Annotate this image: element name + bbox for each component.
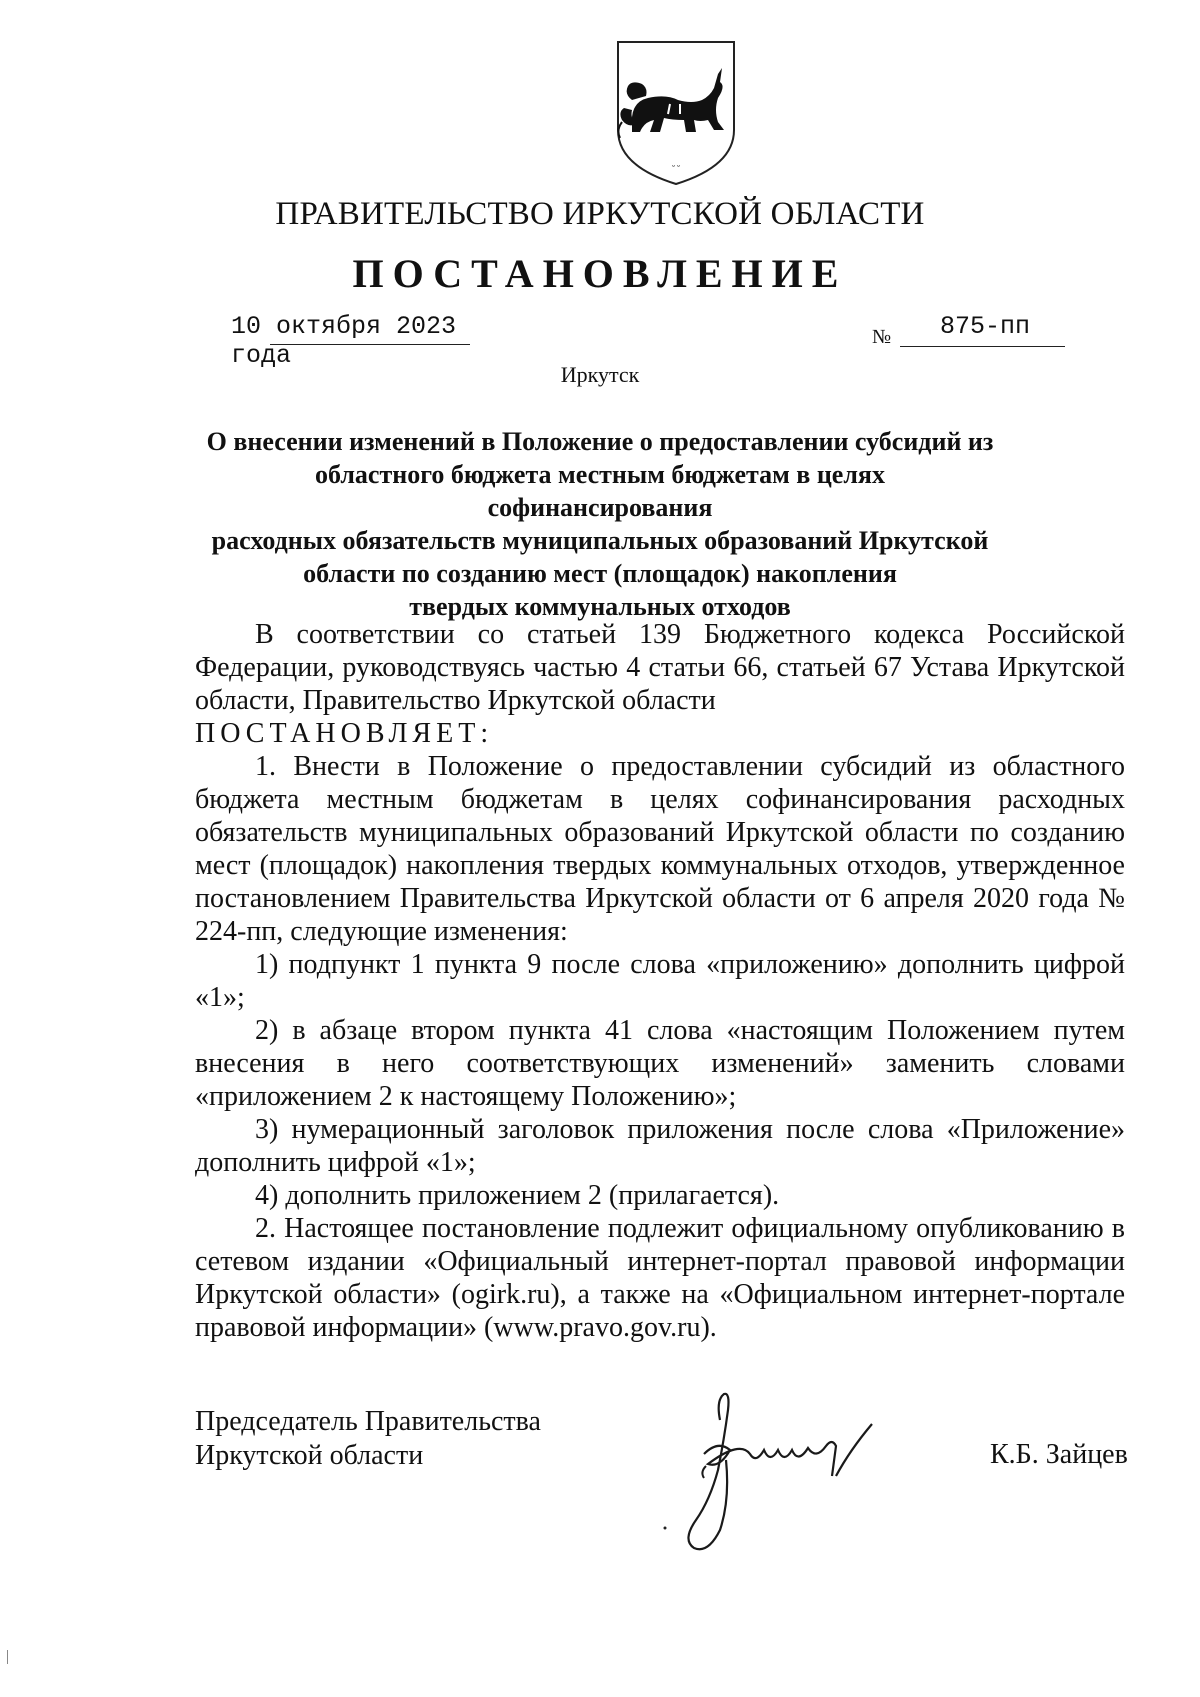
subject-line: области по созданию мест (площадок) накопления — [303, 559, 897, 588]
subject-line: твердых коммунальных отходов — [409, 592, 791, 621]
document-body — [195, 618, 1125, 1344]
government-title: ПРАВИТЕЛЬСТВО ИРКУТСКОЙ ОБЛАСТИ — [275, 196, 925, 232]
document-subject — [200, 425, 1000, 623]
signer-name: К.Б. Зайцев — [990, 1439, 1128, 1470]
number-underline — [900, 346, 1065, 347]
scan-margin-mark — [7, 1650, 8, 1664]
signer-position-line: Председатель Правительства — [195, 1406, 541, 1437]
preamble-paragraph: В соответствии со статьей 139 Бюджетного кодекса Российской Федерации, руководствуясь частью 4 статьи 66, статьей 67 Устава Иркутской области, Правительство Иркутской области — [195, 619, 1125, 716]
item-paragraph: 2. Настоящее постановление подлежит официальному опубликованию в сетевом издании «Официальный интернет-портал правовой информации Иркутской области» (ogirk.ru), а также на «Официальном интернет-портале правовой информации» (www.pravo.gov.ru). — [195, 1213, 1125, 1343]
item-paragraph: 1. Внести в Положение о предоставлении субсидий из областного бюджета местным бюджетам в целях софинансирования расходных обязательств муниципальных образований Иркутской области по созданию мест (площадок) накопления твердых коммунальных отходов, утвержденное постановлением Правительства Иркутской области от 6 апреля 2020 года № 224-пп, следующие изменения: — [195, 751, 1125, 947]
date-underline — [270, 344, 470, 345]
subject-line: О внесении изменений в Положение о предоставлении субсидий из — [206, 427, 994, 456]
subitem-paragraph: 2) в абзаце втором пункта 41 слова «настоящим Положением путем внесения в него соответствующих изменений» заменить словами «приложением 2 к настоящему Положению»; — [195, 1015, 1125, 1112]
subject-line: расходных обязательств муниципальных образований Иркутской — [211, 526, 989, 555]
city: Иркутск — [560, 362, 640, 387]
subitem-paragraph: 1) подпункт 1 пункта 9 после слова «приложению» дополнить цифрой «1»; — [195, 949, 1125, 1013]
document-number: 875-пп — [939, 312, 1030, 341]
resolves-heading: ПОСТАНОВЛЯЕТ: — [195, 718, 494, 749]
coat-of-arms-emblem — [614, 38, 738, 188]
signer-position-line: Иркутской области — [195, 1440, 424, 1471]
handwritten-signature — [660, 1380, 930, 1560]
document-date: 10 октября 2023 года — [231, 312, 457, 370]
signer-position — [195, 1405, 541, 1473]
document-type-title: ПОСТАНОВЛЕНИЕ — [352, 251, 848, 296]
number-sign: № — [872, 326, 892, 348]
svg-text:˘˘: ˘˘ — [671, 165, 681, 176]
subitem-paragraph: 4) дополнить приложением 2 (прилагается). — [255, 1180, 780, 1211]
subject-line: областного бюджета местным бюджетам в целях софинансирования — [314, 460, 886, 522]
subitem-paragraph: 3) нумерационный заголовок приложения после слова «Приложение» дополнить цифрой «1»; — [195, 1114, 1125, 1178]
